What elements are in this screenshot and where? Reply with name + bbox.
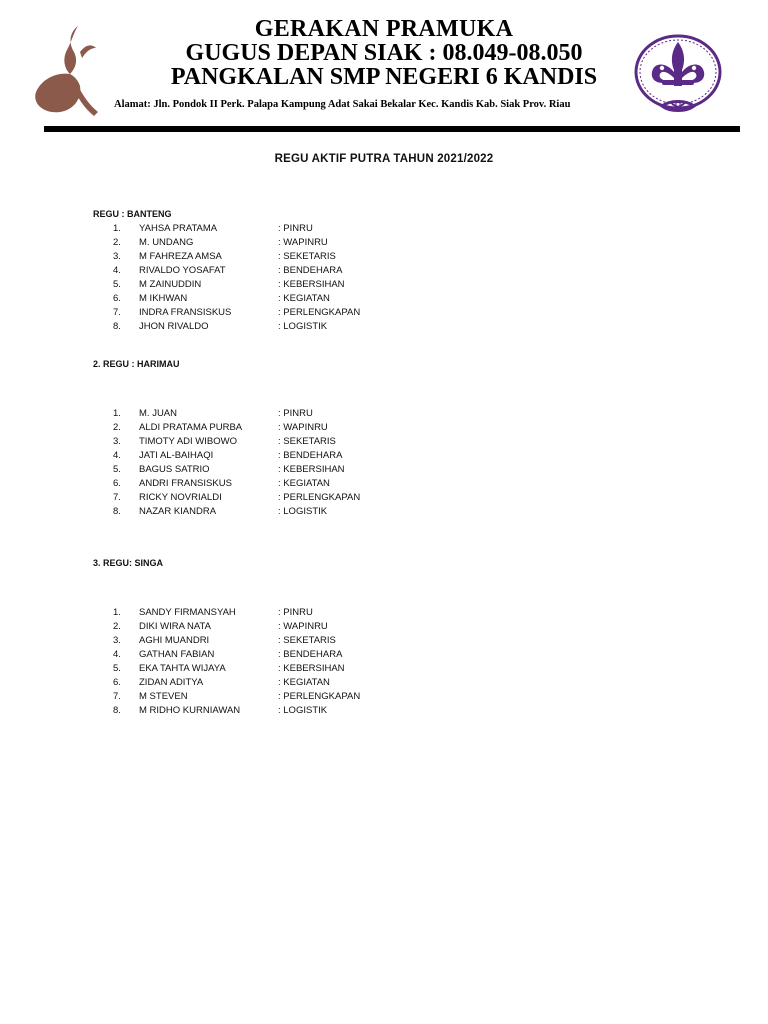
list-item — [0, 677, 768, 691]
item-number: 7. — [113, 492, 121, 503]
member-name: DIKI WIRA NATA — [139, 621, 211, 632]
list-item — [0, 307, 768, 321]
member-name: JHON RIVALDO — [139, 321, 209, 332]
member-role: : KEBERSIHAN — [278, 663, 345, 674]
member-name: RIVALDO YOSAFAT — [139, 265, 226, 276]
item-number: 4. — [113, 649, 121, 660]
member-role: : SEKETARIS — [278, 635, 336, 646]
list-item — [0, 436, 768, 450]
header-address: Alamat: Jln. Pondok II Perk. Palapa Kampung Adat Sakai Bekalar Kec. Kandis Kab. Siak Prov. Riau — [114, 99, 571, 110]
list-item — [0, 450, 768, 464]
item-number: 1. — [113, 223, 121, 234]
member-name: INDRA FRANSISKUS — [139, 307, 232, 318]
member-role: : KEGIATAN — [278, 293, 330, 304]
item-number: 6. — [113, 293, 121, 304]
member-role: : LOGISTIK — [278, 321, 328, 332]
member-role: : WAPINRU — [278, 621, 328, 632]
member-role: : PERLENGKAPAN — [278, 691, 361, 702]
header-gugus-depan: GUGUS DEPAN SIAK : 08.049-08.050 — [185, 40, 583, 66]
list-item — [0, 649, 768, 663]
member-name: M IKHWAN — [139, 293, 188, 304]
regu-title: REGU : BANTENG — [93, 209, 172, 219]
item-number: 4. — [113, 265, 121, 276]
list-item — [0, 251, 768, 265]
member-role: : PINRU — [278, 408, 313, 419]
list-item — [0, 506, 768, 520]
member-role: : KEGIATAN — [278, 677, 330, 688]
member-name: EKA TAHTA WIJAYA — [139, 663, 226, 674]
item-number: 6. — [113, 478, 121, 489]
member-role: : WAPINRU — [278, 422, 328, 433]
letterhead — [0, 0, 768, 140]
regu-title: 3. REGU: SINGA — [93, 558, 164, 568]
member-name: ZIDAN ADITYA — [139, 677, 204, 688]
member-name: BAGUS SATRIO — [139, 464, 210, 475]
list-item — [0, 621, 768, 635]
item-number: 5. — [113, 279, 121, 290]
list-item — [0, 635, 768, 649]
list-item — [0, 705, 768, 719]
list-item — [0, 478, 768, 492]
list-item — [0, 237, 768, 251]
member-name: M ZAINUDDIN — [139, 279, 202, 290]
member-name: M. JUAN — [139, 408, 177, 419]
list-item — [0, 691, 768, 705]
member-role: : BENDEHARA — [278, 649, 343, 660]
member-name: NAZAR KIANDRA — [139, 506, 217, 517]
member-name: AGHI MUANDRI — [139, 635, 210, 646]
member-name: TIMOTY ADI WIBOWO — [139, 436, 237, 447]
member-role: : BENDEHARA — [278, 450, 343, 461]
member-role: : SEKETARIS — [278, 251, 336, 262]
item-number: 8. — [113, 321, 121, 332]
item-number: 3. — [113, 251, 121, 262]
item-number: 5. — [113, 663, 121, 674]
member-name: M FAHREZA AMSA — [139, 251, 222, 262]
member-name: M STEVEN — [139, 691, 188, 702]
member-name: ANDRI FRANSISKUS — [139, 478, 232, 489]
member-name: SANDY FIRMANSYAH — [139, 607, 236, 618]
item-number: 3. — [113, 436, 121, 447]
list-item — [0, 492, 768, 506]
item-number: 8. — [113, 506, 121, 517]
item-number: 3. — [113, 635, 121, 646]
member-name: ALDI PRATAMA PURBA — [139, 422, 243, 433]
member-name: GATHAN FABIAN — [139, 649, 215, 660]
item-number: 6. — [113, 677, 121, 688]
member-role: : KEBERSIHAN — [278, 279, 345, 290]
member-role: : WAPINRU — [278, 237, 328, 248]
item-number: 7. — [113, 691, 121, 702]
item-number: 4. — [113, 450, 121, 461]
list-item — [0, 321, 768, 335]
item-number: 1. — [113, 408, 121, 419]
list-item — [0, 663, 768, 677]
scout-fleur-de-lis-emblem-icon — [632, 32, 724, 120]
list-item — [0, 408, 768, 422]
list-item — [0, 422, 768, 436]
member-role: : PERLENGKAPAN — [278, 307, 361, 318]
member-role: : SEKETARIS — [278, 436, 336, 447]
member-name: M. UNDANG — [139, 237, 194, 248]
header-divider — [44, 126, 740, 132]
member-role: : PINRU — [278, 223, 313, 234]
regu-title: 2. REGU : HARIMAU — [93, 359, 180, 369]
member-role: : KEBERSIHAN — [278, 464, 345, 475]
item-number: 2. — [113, 621, 121, 632]
item-number: 1. — [113, 607, 121, 618]
item-number: 5. — [113, 464, 121, 475]
header-pangkalan: PANGKALAN SMP NEGERI 6 KANDIS — [170, 64, 598, 90]
item-number: 7. — [113, 307, 121, 318]
item-number: 2. — [113, 422, 121, 433]
member-name: YAHSA PRATAMA — [139, 223, 218, 234]
member-role: : LOGISTIK — [278, 506, 328, 517]
list-item — [0, 293, 768, 307]
member-role: : LOGISTIK — [278, 705, 328, 716]
item-number: 8. — [113, 705, 121, 716]
list-item — [0, 464, 768, 478]
member-role: : KEGIATAN — [278, 478, 330, 489]
document-title: REGU AKTIF PUTRA TAHUN 2021/2022 — [274, 153, 494, 165]
list-item — [0, 223, 768, 237]
member-role: : PERLENGKAPAN — [278, 492, 361, 503]
member-role: : BENDEHARA — [278, 265, 343, 276]
member-name: JATI AL-BAIHAQI — [139, 450, 214, 461]
member-name: RICKY NOVRIALDI — [139, 492, 222, 503]
list-item — [0, 607, 768, 621]
item-number: 2. — [113, 237, 121, 248]
list-item — [0, 265, 768, 279]
list-item — [0, 279, 768, 293]
header-organization: GERAKAN PRAMUKA — [254, 16, 514, 42]
member-role: : PINRU — [278, 607, 313, 618]
member-name: M RIDHO KURNIAWAN — [139, 705, 241, 716]
